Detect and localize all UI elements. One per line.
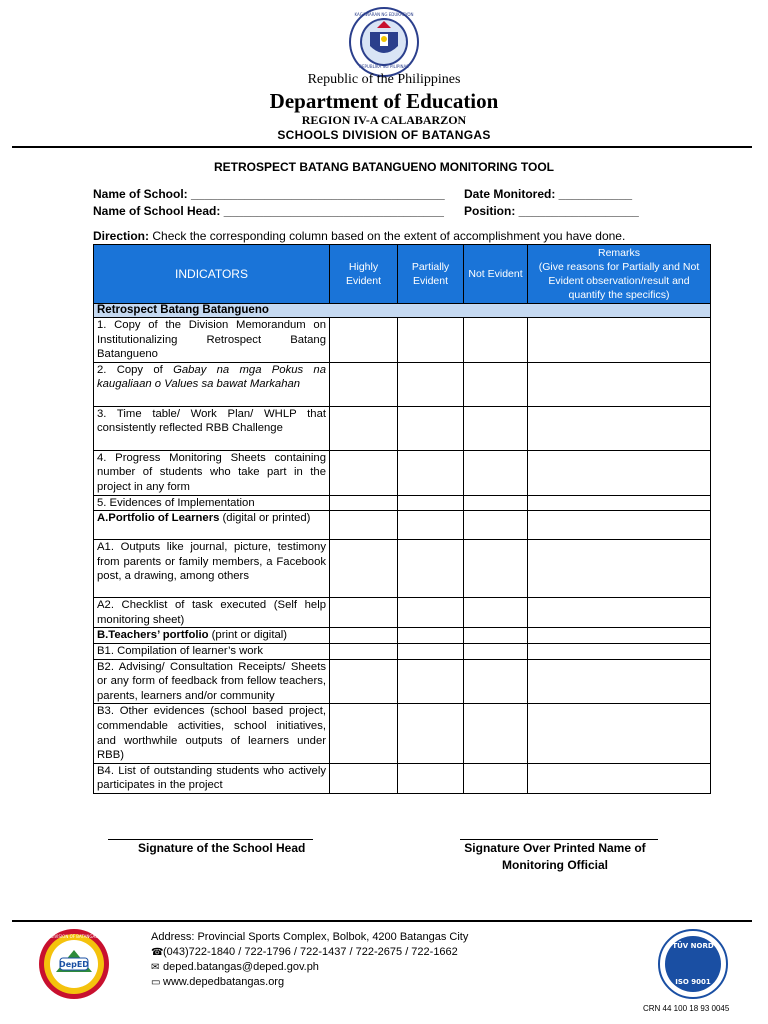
partially-evident-cell[interactable] (398, 406, 464, 450)
not-evident-cell[interactable] (464, 704, 528, 763)
highly-evident-cell[interactable] (330, 450, 398, 495)
indicator-cell (94, 318, 330, 363)
indicator-cell (94, 495, 330, 511)
partially-evident-cell[interactable] (398, 659, 464, 704)
footer-email[interactable]: ✉ deped.batangas@deped.gov.ph (151, 961, 319, 973)
remarks-cell[interactable] (528, 406, 711, 450)
remarks-cell[interactable] (528, 540, 711, 598)
official-signature-line1: Signature Over Printed Name of (464, 841, 646, 855)
remarks-cell[interactable] (528, 628, 711, 644)
partially-evident-cell[interactable] (398, 704, 464, 763)
not-evident-cell[interactable] (464, 628, 528, 644)
computer-icon: ▭ (151, 977, 161, 988)
deped-seal-logo (348, 6, 420, 78)
indicators-header: INDICATORS (94, 245, 330, 304)
table-row (94, 362, 711, 406)
school-head-field[interactable]: Name of School Head: _________________________________ (93, 204, 444, 218)
not-evident-cell[interactable] (464, 362, 528, 406)
date-monitored-field[interactable]: Date Monitored: ___________ (464, 187, 633, 201)
tuv-nord-iso-logo (656, 928, 730, 1000)
department-heading: Department of Education (269, 89, 499, 113)
not-evident-cell[interactable] (464, 598, 528, 628)
partially-evident-cell[interactable] (398, 450, 464, 495)
indicator-text: 3. Time table/ Work Plan/ WHLP that consistently reflected RBB Challenge (97, 407, 326, 435)
remarks-cell[interactable] (528, 511, 711, 540)
not-evident-cell[interactable] (464, 511, 528, 540)
not-evident-cell[interactable] (464, 450, 528, 495)
position-field[interactable]: Position: __________________ (464, 204, 639, 218)
highly-evident-cell[interactable] (330, 540, 398, 598)
remarks-title: Remarks (597, 247, 640, 259)
indicator-cell (94, 511, 330, 540)
highly-evident-cell[interactable] (330, 362, 398, 406)
highly-evident-cell[interactable] (330, 628, 398, 644)
division-heading: SCHOOLS DIVISION OF BATANGAS (277, 128, 491, 142)
republic-heading: Republic of the Philippines (307, 72, 461, 87)
partially-evident-cell[interactable] (398, 628, 464, 644)
remarks-cell[interactable] (528, 643, 711, 659)
indicator-rest: (print or digital) (208, 629, 288, 642)
direction-label: Direction: (93, 229, 150, 243)
school-head-signature-label: Signature of the School Head (138, 841, 306, 855)
indicator-text: B3. Other evidences (school based project, commendable activities, school initiatives, and worthwhile outputs of learners under RBB) (97, 705, 326, 762)
partially-evident-cell[interactable] (398, 511, 464, 540)
indicator-bold: B.Teachers’ portfolio (97, 629, 209, 642)
indicator-text: B4. List of outstanding students who actively participates in the project (97, 764, 326, 792)
crn-number: CRN 44 100 18 93 0045 (643, 1004, 730, 1013)
table-row (94, 763, 711, 793)
tool-title: RETROSPECT BATANG BATANGUENO MONITORING TOOL (214, 160, 554, 174)
not-evident-header: Not Evident (464, 245, 528, 304)
svg-text:DepED: DepED (59, 960, 89, 969)
indicator-cell (94, 406, 330, 450)
remarks-cell[interactable] (528, 659, 711, 704)
table-row (94, 643, 711, 659)
indicator-cell (94, 659, 330, 704)
highly-evident-cell[interactable] (330, 318, 398, 363)
table-row (94, 495, 711, 511)
indicator-text: 1. Copy of the Division Memorandum on Institutionalizing Retrospect Batang Batangueno (97, 319, 326, 361)
remarks-cell[interactable] (528, 318, 711, 363)
highly-evident-cell[interactable] (330, 598, 398, 628)
table-header-row (94, 245, 711, 304)
table-row (94, 450, 711, 495)
indicator-cell (94, 643, 330, 659)
division-batangas-logo (38, 928, 110, 1000)
remarks-cell[interactable] (528, 495, 711, 511)
highly-evident-cell[interactable] (330, 643, 398, 659)
header-divider (12, 146, 752, 148)
footer-website[interactable]: ▭ www.depedbatangas.org (151, 976, 285, 988)
phone-icon: ☎ (151, 947, 164, 958)
mail-icon: ✉ (151, 962, 160, 973)
remarks-cell[interactable] (528, 362, 711, 406)
not-evident-cell[interactable] (464, 659, 528, 704)
region-heading: REGION IV-A CALABARZON (301, 113, 467, 127)
remarks-description: (Give reasons for Partially and Not Evident observation/result and quantify the specifics) (538, 261, 700, 301)
partially-evident-header: Partially Evident (398, 245, 464, 304)
indicator-text: B1. Compilation of learner’s work (97, 644, 263, 657)
partially-evident-cell[interactable] (398, 318, 464, 363)
table-row (94, 704, 711, 763)
partially-evident-cell[interactable] (398, 643, 464, 659)
table-row (94, 659, 711, 704)
indicator-cell (94, 540, 330, 598)
remarks-header (528, 245, 711, 304)
table-row (94, 540, 711, 598)
not-evident-cell[interactable] (464, 406, 528, 450)
indicator-text: A1. Outputs like journal, picture, testimony from parents or family members, a Facebook post, a drawing, among others (97, 541, 326, 583)
highly-evident-header: Highly Evident (330, 245, 398, 304)
highly-evident-cell[interactable] (330, 406, 398, 450)
indicator-italic: Gabay na mga Pokus na kaugaliaan o Values sa bawat Markahan (97, 363, 327, 391)
indicator-text: A2. Checklist of task executed (Self help monitoring sheet) (97, 599, 326, 626)
svg-text:REPUBLIKA NG PILIPINAS: REPUBLIKA NG PILIPINAS (359, 64, 409, 69)
official-signature-label (440, 840, 670, 874)
direction-body: Check the corresponding column based on the extent of accomplishment you have done. (149, 229, 626, 243)
indicator-prefix: 2. Copy of (97, 363, 174, 376)
footer-phone: ☎(043)722-1840 / 722-1796 / 722-1437 / 722-2675 / 722-1662 (151, 946, 458, 958)
highly-evident-cell[interactable] (330, 495, 398, 511)
indicator-text: B2. Advising/ Consultation Receipts/ Sheets or any form of feedback from fellow teachers, parents, learners and/or community (97, 660, 326, 702)
remarks-cell[interactable] (528, 450, 711, 495)
indicator-rest: (digital or printed) (219, 512, 311, 525)
indicator-cell (94, 598, 330, 628)
monitoring-table (93, 244, 711, 794)
table-row (94, 406, 711, 450)
partially-evident-cell[interactable] (398, 495, 464, 511)
not-evident-cell[interactable] (464, 763, 528, 793)
table-row (94, 318, 711, 363)
section-title: Retrospect Batang Batangueno (94, 304, 711, 318)
direction-text (93, 229, 625, 243)
school-name-field[interactable]: Name of School: ______________________________________ (93, 187, 445, 201)
not-evident-cell[interactable] (464, 540, 528, 598)
not-evident-cell[interactable] (464, 495, 528, 511)
svg-text:KAGAWARAN NG EDUKASYON: KAGAWARAN NG EDUKASYON (354, 12, 414, 17)
indicator-cell (94, 628, 330, 644)
svg-text:DIVISION OF BATANGAS: DIVISION OF BATANGAS (50, 934, 98, 939)
remarks-cell[interactable] (528, 704, 711, 763)
svg-text:TÜV NORD: TÜV NORD (672, 942, 714, 950)
table-row (94, 628, 711, 644)
not-evident-cell[interactable] (464, 318, 528, 363)
section-row (94, 304, 711, 318)
partially-evident-cell[interactable] (398, 540, 464, 598)
highly-evident-cell[interactable] (330, 763, 398, 793)
partially-evident-cell[interactable] (398, 362, 464, 406)
footer-divider (12, 920, 752, 922)
table-row (94, 598, 711, 628)
remarks-cell[interactable] (528, 598, 711, 628)
indicator-cell (94, 450, 330, 495)
indicator-cell (94, 704, 330, 763)
partially-evident-cell[interactable] (398, 598, 464, 628)
indicator-cell (94, 362, 330, 406)
partially-evident-cell[interactable] (398, 763, 464, 793)
indicator-cell (94, 763, 330, 793)
remarks-cell[interactable] (528, 763, 711, 793)
highly-evident-cell[interactable] (330, 659, 398, 704)
indicator-text: 4. Progress Monitoring Sheets containing number of students who take part in the project in any form (97, 451, 326, 493)
official-signature-line2: Monitoring Official (502, 858, 608, 872)
table-row (94, 511, 711, 540)
not-evident-cell[interactable] (464, 643, 528, 659)
indicator-bold: A.Portfolio of Learners (97, 512, 220, 525)
svg-text:ISO 9001: ISO 9001 (675, 978, 711, 986)
footer-address: Address: Provincial Sports Complex, Bolbok, 4200 Batangas City (151, 931, 469, 943)
highly-evident-cell[interactable] (330, 511, 398, 540)
highly-evident-cell[interactable] (330, 704, 398, 763)
indicator-text: 5. Evidences of Implementation (97, 496, 255, 509)
